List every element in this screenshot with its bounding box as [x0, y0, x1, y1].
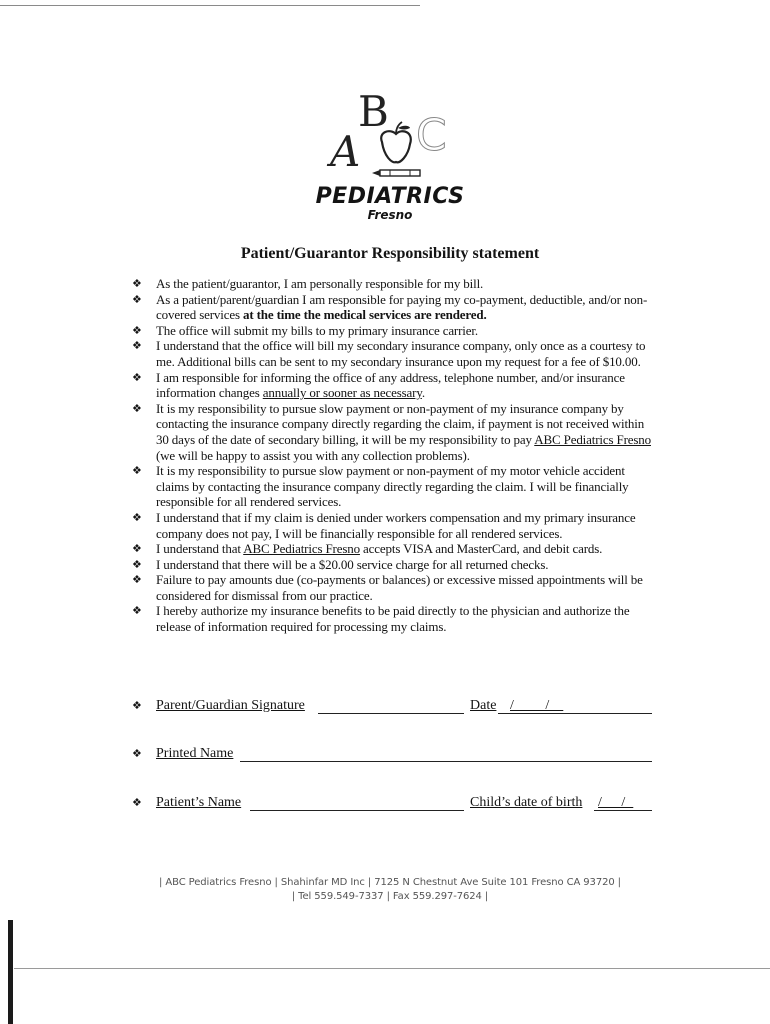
- scan-edge-line-bottom: [14, 968, 770, 969]
- footer-address: | ABC Pediatrics Fresno | Shahinfar MD Inc | 7125 N Chestnut Ave Suite 101 Fresno CA 93720 |: [159, 877, 621, 888]
- diamond-bullet-icon: ❖: [132, 510, 142, 524]
- guardian-signature-row: [132, 697, 652, 715]
- printed-name-field[interactable]: [240, 761, 652, 762]
- diamond-bullet-icon: ❖: [132, 796, 142, 809]
- page-title: Patient/Guarantor Responsibility statement: [240, 245, 540, 262]
- printed-name-label: Printed Name: [156, 746, 234, 761]
- diamond-bullet-icon: ❖: [132, 323, 142, 337]
- diamond-bullet-icon: ❖: [132, 557, 142, 571]
- diamond-bullet-icon: ❖: [132, 277, 142, 290]
- list-item: ❖ I understand that the office will bill my secondary insurance company, only once as a courtesy to me. Additional bills can be sent to my secondary insurance upon my request for a fee of $10.00.: [132, 338, 646, 369]
- printed-name-row: [132, 745, 652, 763]
- responsibility-list: [132, 276, 652, 635]
- list-item: ❖ I understand that if my claim is denied under workers compensation and my primary insurance company does not pay, I will be financially responsible for all rendered services.: [132, 509, 636, 541]
- diamond-bullet-icon: ❖: [132, 339, 142, 353]
- list-item: ❖ The office will submit my bills to my primary insurance carrier.: [132, 322, 478, 338]
- list-item: ❖ I understand that ABC Pediatrics Fresno accepts VISA and MasterCard, and debit cards.: [132, 541, 603, 557]
- diamond-bullet-icon: ❖: [132, 604, 142, 618]
- scan-edge-line-top: [0, 5, 420, 6]
- diamond-bullet-icon: ❖: [132, 370, 142, 384]
- patient-name-row: [132, 794, 652, 812]
- list-item: ❖ It is my responsibility to pursue slow payment or non-payment of my insurance company by contacting the insurance company directly regarding the claim, if payment is not received within 30 days of the date of secondary billing, it will be my responsibility to pay ABC Pediatrics Fresno (we will be happy to assist you with any collection problems).: [132, 400, 651, 463]
- diamond-bullet-icon: ❖: [132, 464, 142, 478]
- list-item: ❖ As the patient/guarantor, I am personally responsible for my bill.: [132, 276, 484, 291]
- diamond-bullet-icon: ❖: [132, 573, 142, 587]
- patient-name-field[interactable]: [250, 810, 464, 811]
- list-item: ❖ I hereby authorize my insurance benefits to be paid directly to the physician and authorize the release of information required for processing my claims.: [132, 603, 630, 635]
- logo-letter-b: B: [358, 87, 389, 136]
- dob-slashes: / /: [598, 795, 634, 810]
- logo-letter-c: C: [416, 110, 447, 161]
- diamond-bullet-icon: ❖: [132, 699, 142, 712]
- patient-name-label: Patient’s Name: [156, 795, 242, 810]
- dob-label: Child’s date of birth: [470, 795, 583, 810]
- footer-contact: | Tel 559.549-7337 | Fax 559.297-7624 |: [291, 891, 489, 902]
- diamond-bullet-icon: ❖: [132, 747, 142, 760]
- brand-name: PEDIATRICS: [315, 184, 465, 209]
- dob-field[interactable]: [594, 810, 652, 811]
- diamond-bullet-icon: ❖: [132, 292, 142, 306]
- logo-letter-a: A: [330, 127, 361, 176]
- guardian-signature-field[interactable]: [318, 713, 464, 714]
- scan-edge-shadow: [8, 920, 13, 1024]
- date-field[interactable]: [498, 713, 652, 714]
- list-item: ❖ As a patient/parent/guardian I am responsible for paying my co-payment, deductible, and/or non-covered services at the time the medical services are rendered.: [132, 291, 648, 323]
- list-item: ❖ It is my responsibility to pursue slow payment or non-payment of my motor vehicle accident claims by contacting the insurance company directly regarding the claim. I will be financially responsible for all rendered services.: [132, 463, 629, 510]
- list-item: ❖ Failure to pay amounts due (co-payments or balances) or excessive missed appointments will be considered for dismissal from our practice.: [132, 572, 643, 603]
- list-item: ❖ I am responsible for informing the office of any address, telephone number, and/or insurance information changes annually or sooner as necessary.: [132, 369, 625, 401]
- apple-pencil-logo-icon: [320, 84, 470, 184]
- list-item: ❖ I understand that there will be a $20.00 service charge for all returned checks.: [132, 556, 549, 572]
- brand-location: Fresno: [367, 208, 413, 222]
- guardian-signature-label: Parent/Guardian Signature: [156, 698, 305, 713]
- diamond-bullet-icon: ❖: [132, 401, 142, 415]
- date-slashes: / /: [510, 698, 564, 713]
- diamond-bullet-icon: ❖: [132, 542, 142, 556]
- date-label: Date: [470, 698, 497, 713]
- abc-pediatrics-logo: [320, 84, 470, 184]
